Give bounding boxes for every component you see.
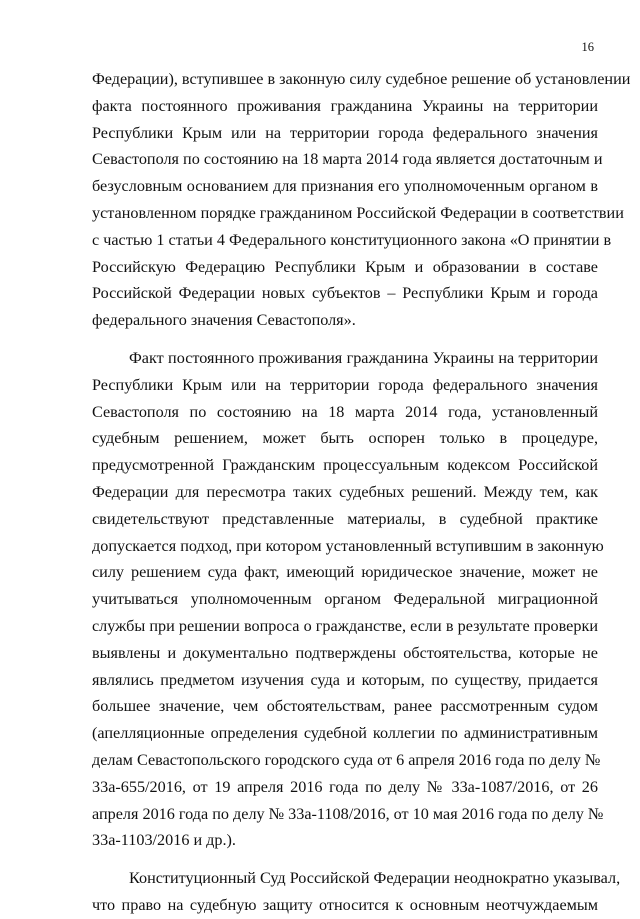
text-line: свидетельствуют представленные материалы, в судебной практике [92, 509, 598, 528]
text-line: с частью 1 статьи 4 Федерального конституционного закона «О принятии в [92, 230, 612, 249]
document-body [92, 66, 631, 919]
text-line: большее значение, чем обстоятельствам, ранее рассмотренным судом [92, 697, 598, 716]
text-line: Российской Федерации новых субъектов – Республики Крым и города [92, 284, 598, 303]
text-line: Севастополя по состоянию на 18 марта 2014 года, установленный [92, 402, 598, 421]
text-line: силу решением суда факт, имеющий юридическое значение, может не [92, 563, 598, 582]
text-line: Федерации для пересмотра таких судебных решений. Между тем, как [92, 482, 598, 501]
paragraph-spacer [92, 854, 598, 865]
text-line: Конституционный Суд Российской Федерации неоднократно указывал, [129, 869, 621, 888]
text-line: установленном порядке гражданином Российской Федерации в соответствии [92, 203, 624, 222]
text-line: безусловным основанием для признания его уполномоченным органом в [92, 177, 598, 196]
text-line: являлись предметом изучения суда и которым, по существу, придается [92, 670, 598, 689]
text-line: Федерации), вступившее в законную силу судебное решение об установлении [92, 70, 631, 88]
paragraph-spacer [92, 334, 598, 345]
text-line: Республики Крым или на территории города федерального значения [92, 123, 598, 142]
text-line: что право на судебную защиту относится к основным неотчуждаемым [92, 895, 598, 914]
page-number: 16 [581, 40, 594, 54]
text-line: (апелляционные определения судебной коллегии по административным [92, 724, 598, 743]
paragraph-2 [92, 345, 604, 854]
text-line: Факт постоянного проживания гражданина Украины на территории [129, 348, 598, 367]
paragraph-1 [92, 66, 631, 334]
text-line: Севастополя по состоянию на 18 марта 2014 года является достаточным и [92, 150, 603, 169]
text-line: делам Севастопольского городского суда от 6 апреля 2016 года по делу № [92, 750, 601, 769]
text-line: допускается подход, при котором установленный вступившим в законную [92, 536, 604, 555]
text-line: выявлены и документально подтверждены обстоятельства, которые не [92, 643, 598, 662]
text-line: судебным решением, может быть оспорен только в процедуре, [92, 429, 598, 448]
text-line: учитываться уполномоченным органом Федеральной миграционной [92, 590, 598, 609]
text-line: Российскую Федерацию Республики Крым и образовании в составе [92, 257, 598, 276]
text-line: службы при решении вопроса о гражданстве, если в результате проверки [92, 616, 598, 635]
text-line: Республики Крым или на территории города федерального значения [92, 375, 598, 394]
text-line: апреля 2016 года по делу № 33а-1108/2016, от 10 мая 2016 года по делу № [92, 804, 604, 823]
paragraph-3 [92, 865, 621, 919]
text-line: факта постоянного проживания гражданина Украины на территории [92, 96, 598, 115]
text-line: федерального значения Севастополя». [92, 311, 356, 330]
text-line: 33а-1103/2016 и др.). [92, 831, 236, 850]
text-line: 33а-655/2016, от 19 апреля 2016 года по делу № 33а-1087/2016, от 26 [92, 777, 598, 796]
text-line: предусмотренной Гражданским процессуальным кодексом Российской [92, 456, 598, 475]
